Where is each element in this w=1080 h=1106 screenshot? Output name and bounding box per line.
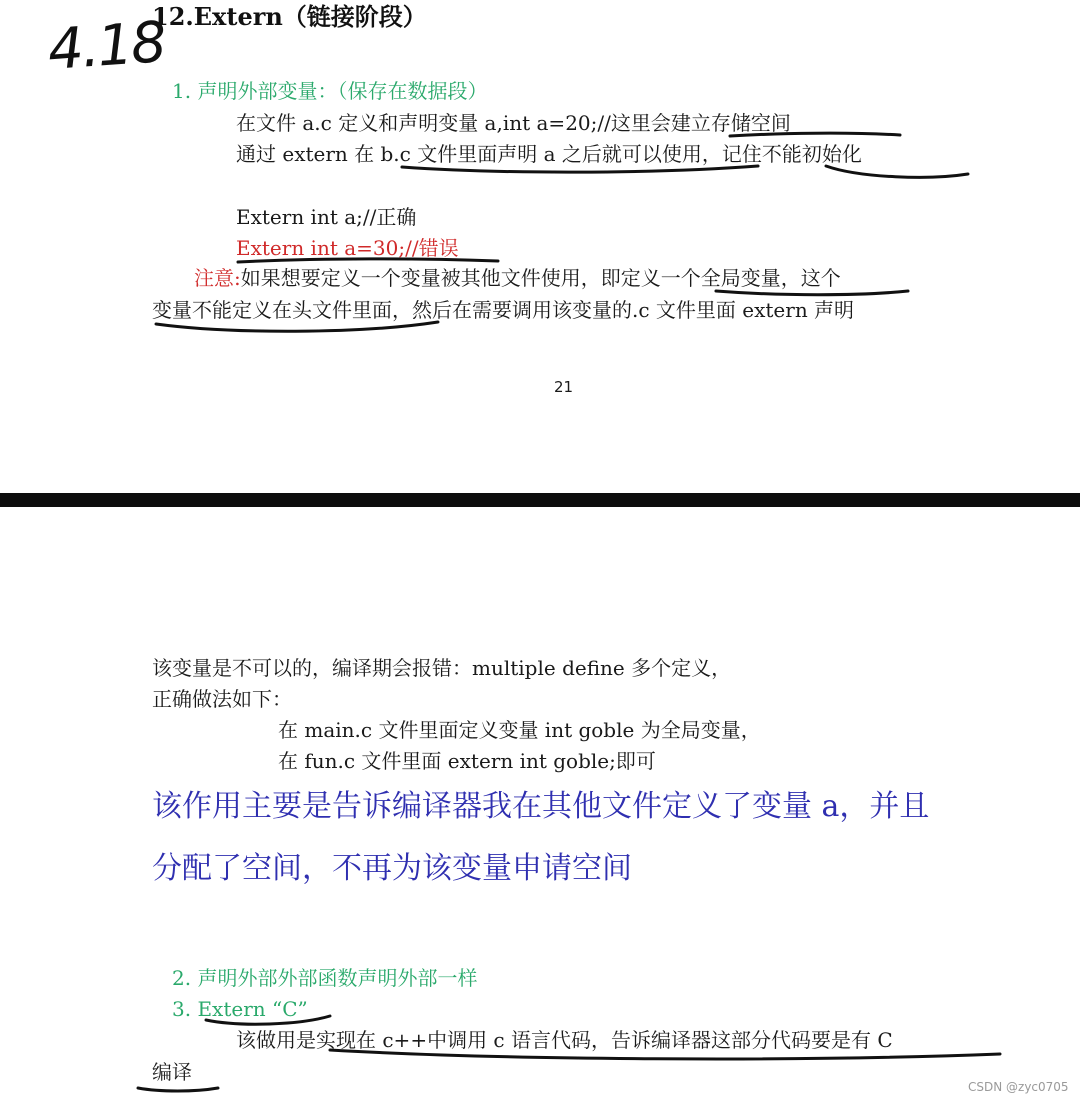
handwritten-date-note: 4.18 — [45, 10, 167, 83]
underline-global-var — [716, 291, 908, 295]
code-correct: Extern int a;//正确 — [236, 205, 417, 229]
page2-line2: 正确做法如下： — [152, 687, 292, 711]
item1-line2: 通过 extern 在 b.c 文件里面声明 a 之后就可以使用，记住不能初始化 — [236, 142, 862, 166]
page-divider — [0, 493, 1080, 507]
emphasis-line1: 该作用主要是告诉编译器我在其他文件定义了变量 a，并且 — [152, 789, 930, 824]
item3-desc2: 编译 — [152, 1060, 192, 1084]
emphasis-line2: 分配了空间，不再为该变量申请空间 — [152, 851, 632, 886]
item1-title: 1. 声明外部变量：（保存在数据段） — [172, 79, 488, 103]
code-wrong: Extern int a=30;//错误 — [236, 236, 459, 260]
page-number: 21 — [554, 378, 574, 396]
page2-line4: 在 fun.c 文件里面 extern int goble;即可 — [278, 749, 656, 773]
underline-compile — [138, 1088, 218, 1091]
note-label: 注意: — [194, 266, 241, 290]
csdn-watermark: CSDN @zyc0705 — [968, 1080, 1069, 1094]
item2-title: 2. 声明外部外部函数声明外部一样 — [172, 966, 478, 990]
underline-header-file — [156, 322, 438, 331]
note-text1: 如果想要定义一个变量被其他文件使用，即定义一个全局变量，这个 — [240, 266, 841, 290]
underline-no-init — [826, 166, 968, 177]
note-line1 — [194, 265, 841, 291]
item1-line1: 在文件 a.c 定义和声明变量 a,int a=20;//这里会建立存储空间 — [236, 111, 791, 135]
page2-line3: 在 main.c 文件里面定义变量 int goble 为全局变量， — [278, 718, 761, 742]
section-heading: 12.Extern（链接阶段） — [152, 2, 427, 31]
note-line2: 变量不能定义在头文件里面，然后在需要调用该变量的.c 文件里面 extern 声明 — [152, 298, 855, 322]
item3-title: 3. Extern “C” — [172, 997, 308, 1021]
item3-desc1: 该做用是实现在 c++中调用 c 语言代码，告诉编译器这部分代码要是有 C — [236, 1028, 893, 1052]
page2-line1: 该变量是不可以的，编译期会报错：multiple define 多个定义， — [152, 656, 732, 680]
